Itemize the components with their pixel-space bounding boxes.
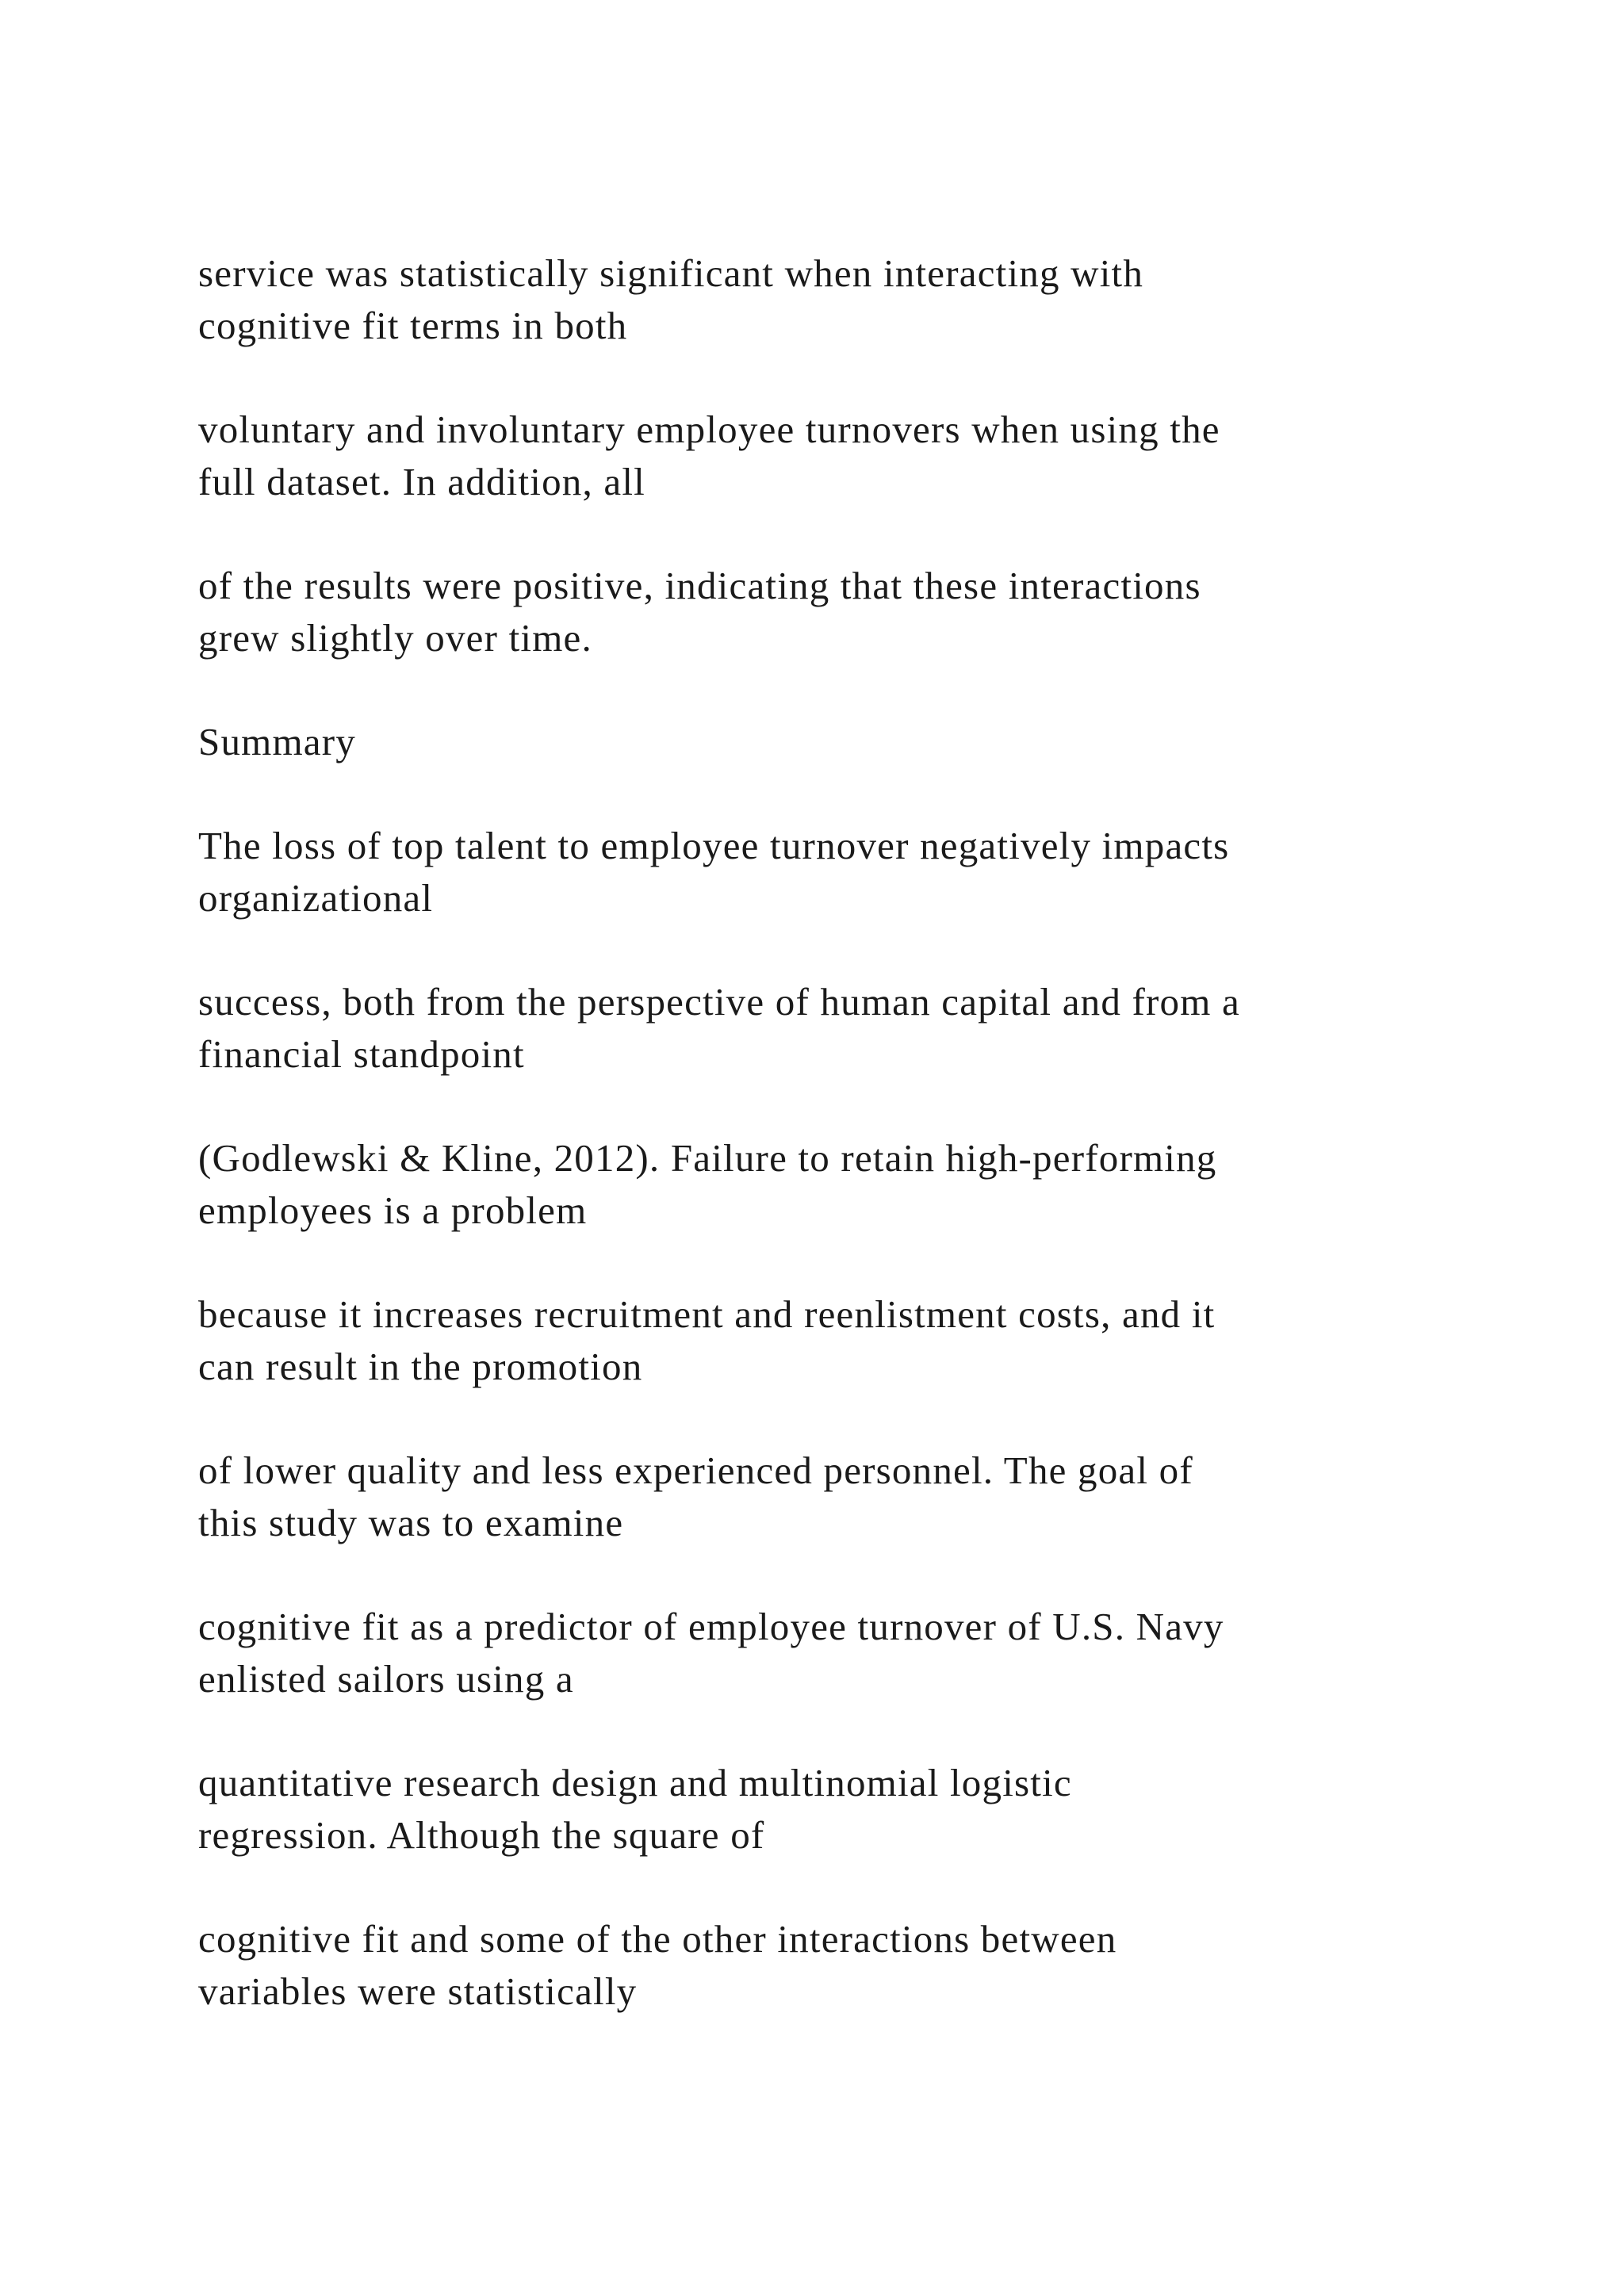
text-line: enlisted sailors using a: [198, 1657, 574, 1701]
paragraph: [198, 976, 1515, 1081]
paragraph: [198, 247, 1515, 352]
text-line: voluntary and involuntary employee turnovers when using the: [198, 408, 1220, 451]
text-line: variables were statistically: [198, 1969, 638, 2013]
paragraph: [198, 1445, 1515, 1549]
paragraph: [198, 404, 1515, 508]
text-line: can result in the promotion: [198, 1345, 643, 1388]
text-line: cognitive fit terms in both: [198, 304, 628, 347]
text-line: of lower quality and less experienced personnel. The goal of: [198, 1448, 1193, 1492]
paragraph: [198, 1757, 1515, 1862]
text-line: quantitative research design and multinomial logistic: [198, 1761, 1072, 1804]
text-line: this study was to examine: [198, 1501, 624, 1544]
text-line: (Godlewski & Kline, 2012). Failure to retain high-performing: [198, 1136, 1217, 1180]
text-line: cognitive fit as a predictor of employee turnover of U.S. Navy: [198, 1605, 1224, 1648]
paragraph: [198, 820, 1515, 924]
text-line: because it increases recruitment and reenlistment costs, and it: [198, 1292, 1216, 1336]
text-line: The loss of top talent to employee turnover negatively impacts: [198, 824, 1230, 867]
text-line: of the results were positive, indicating that these interactions: [198, 564, 1201, 607]
text-line: grew slightly over time.: [198, 616, 592, 660]
paragraph: [198, 1601, 1515, 1705]
text-line: regression. Although the square of: [198, 1813, 765, 1857]
text-line: organizational: [198, 876, 434, 920]
text-line: employees is a problem: [198, 1188, 588, 1232]
paragraph: [198, 1913, 1515, 2018]
paragraph: [198, 1132, 1515, 1237]
text-line: service was statistically significant when interacting with: [198, 251, 1144, 295]
document-body: [198, 247, 1515, 2069]
text-line: full dataset. In addition, all: [198, 460, 645, 503]
paragraph: [198, 560, 1515, 664]
section-heading-text: Summary: [198, 720, 356, 763]
text-line: financial standpoint: [198, 1032, 525, 1076]
text-line: cognitive fit and some of the other interactions between: [198, 1917, 1117, 1961]
paragraph: [198, 1288, 1515, 1393]
text-line: success, both from the perspective of human capital and from a: [198, 980, 1240, 1024]
section-heading: [198, 716, 1515, 768]
